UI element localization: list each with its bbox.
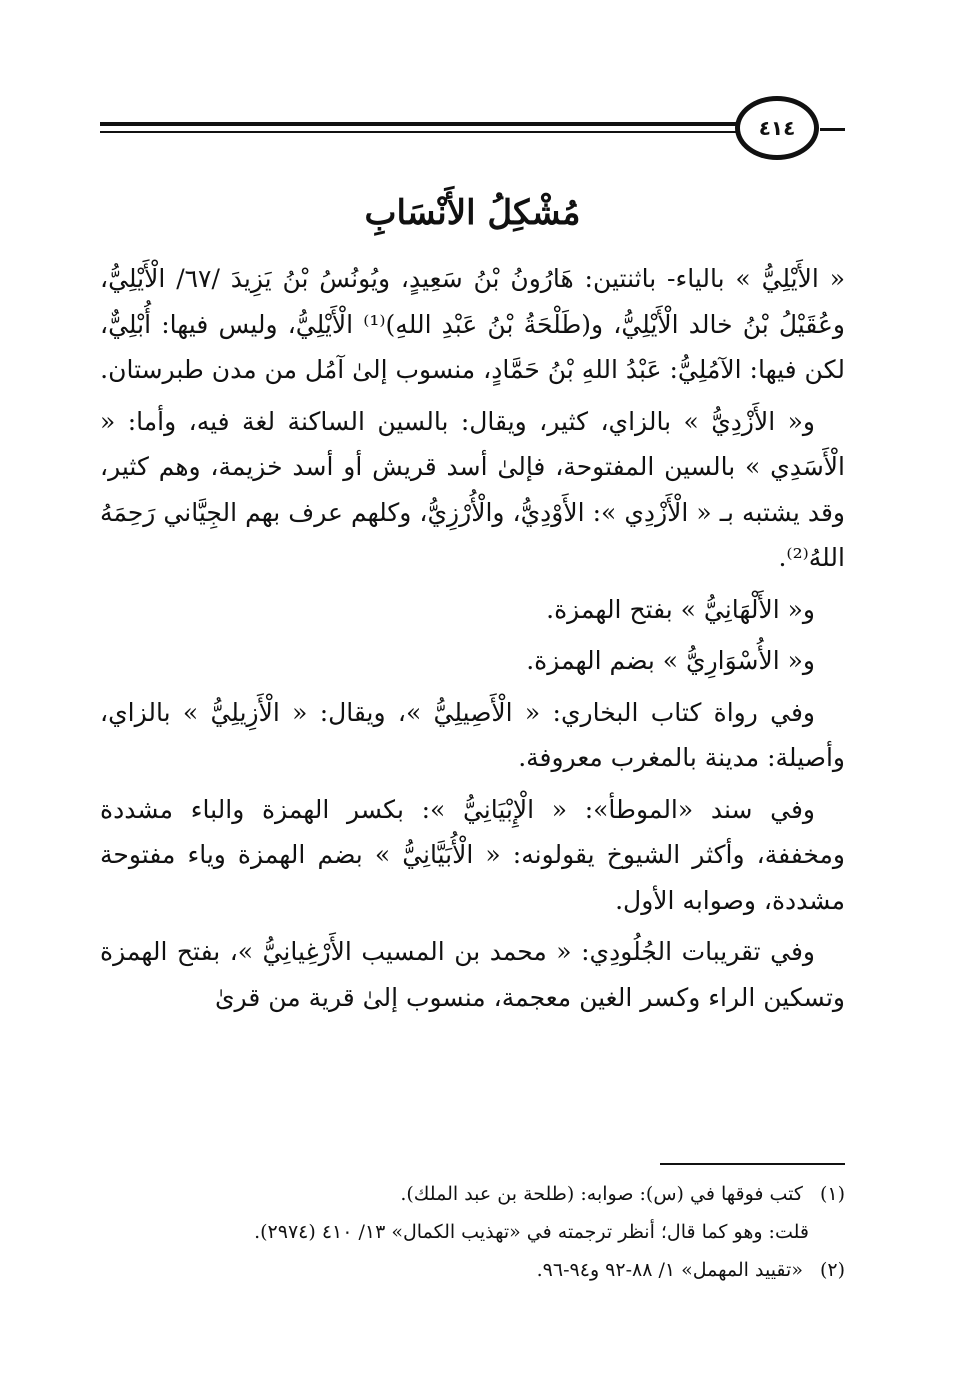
footnote-separator [660,1163,845,1165]
paragraph-alhani: و« الأَلْهَانِيُّ » بفتح الهمزة. [546,594,815,624]
header-rule-thick [100,122,740,126]
paragraph-asili: وفي رواة كتاب البخاري: « الْأَصِيلِيُّ »، ويقال: « الْأَزِيلِيُّ » بالزاي، وأصيلة: مدينة بالمغرب معروفة. [100,697,845,772]
paragraph-azdi: و« الأَزْدِيُّ » بالزاي، كثير، ويقال: بالسين الساكنة لغة فيه، وأما: « الْأَسَدِي » بالسين المفتوحة، فإلىٰ أسد قريش أو أسد خزيمة، وهم كثير، وقد يشتبه بـ « الْأَزْدِي »: الأَوْدِيُّ، والْأُرْزِيُّ، وكلهم عرف بهم الجِيَّاني رَحِمَهُ اللهُ⁽²⁾. [100,406,845,572]
footnotes [100,1175,845,1289]
paragraph-arghiyani: وفي تقريبات الجُلُودِي: « محمد بن المسيب الأَرْغِيانِيُّ »، بفتح الهمزة وتسكين الراء وكسر الغين معجمة، منسوب إلىٰ قرية من قرىٰ [100,937,845,1012]
footnote-1-number: (١) [819,1183,845,1205]
footnote-2-number: (٢) [819,1259,845,1281]
header-rule-thin [100,131,740,133]
paragraph-ayli: « الأَيْلِيُّ » بالياء- باثنتين: هَارُونُ بْنُ سَعِيدٍ، ويُونُسُ بْنُ يَزِيدَ /٦٧/ الْأَيْلِيُّ، وعُقَيْلُ بْنُ خالد الْأَيْلِيُّ، و(طَلْحَةُ بْنُ عَبْدِ اللهِ)⁽¹⁾ الْأَيْلِيُّ، وليس فيها: أُبْلِيٌّ، لكن فيها: الآمُلِيُّ: عَبْدُ اللهِ بْنُ حَمَّادٍ، منسوب إلىٰ آمُل من مدن طبرستان. [100,264,845,384]
footnote-2 [100,1251,845,1289]
footnote-1 [100,1175,845,1213]
main-text [100,256,845,1026]
header-rule-tail [820,128,845,131]
page-number-oval [735,96,819,160]
footnote-1-continuation: قلت: وهو كما قال؛ أنظر ترجمته في «تهذيب الكمال» ١٣/ ٤١٠ (٢٩٧٤). [254,1221,809,1243]
page-title: مُشْكِلُ الأَنْسَابِ [364,193,581,233]
paragraph-uswari: و« الأُسْوَارِيُّ » بضم الهمزة. [526,646,815,675]
footnote-1-text: كتب فوقها في (س): صوابه: (طلحة بن عبد الملك). [400,1183,803,1205]
footnote-2-text: «تقييد المهمل» ١/ ٨٨-٩٢ و٩٤-٩٦. [536,1259,803,1281]
paragraph-ibyani: وفي سند «الموطأ»: « الْإِبْيَانِيُّ »: بكسر الهمزة والباء مشددة ومخففة، وأكثر الشيوخ يقولونه: « الْأُبَيَّانِيُّ » بضم الهمزة وياء مفتوحة مشددة، وصوابه الأول. [100,794,845,915]
page-number: ٤١٤ [758,116,796,140]
